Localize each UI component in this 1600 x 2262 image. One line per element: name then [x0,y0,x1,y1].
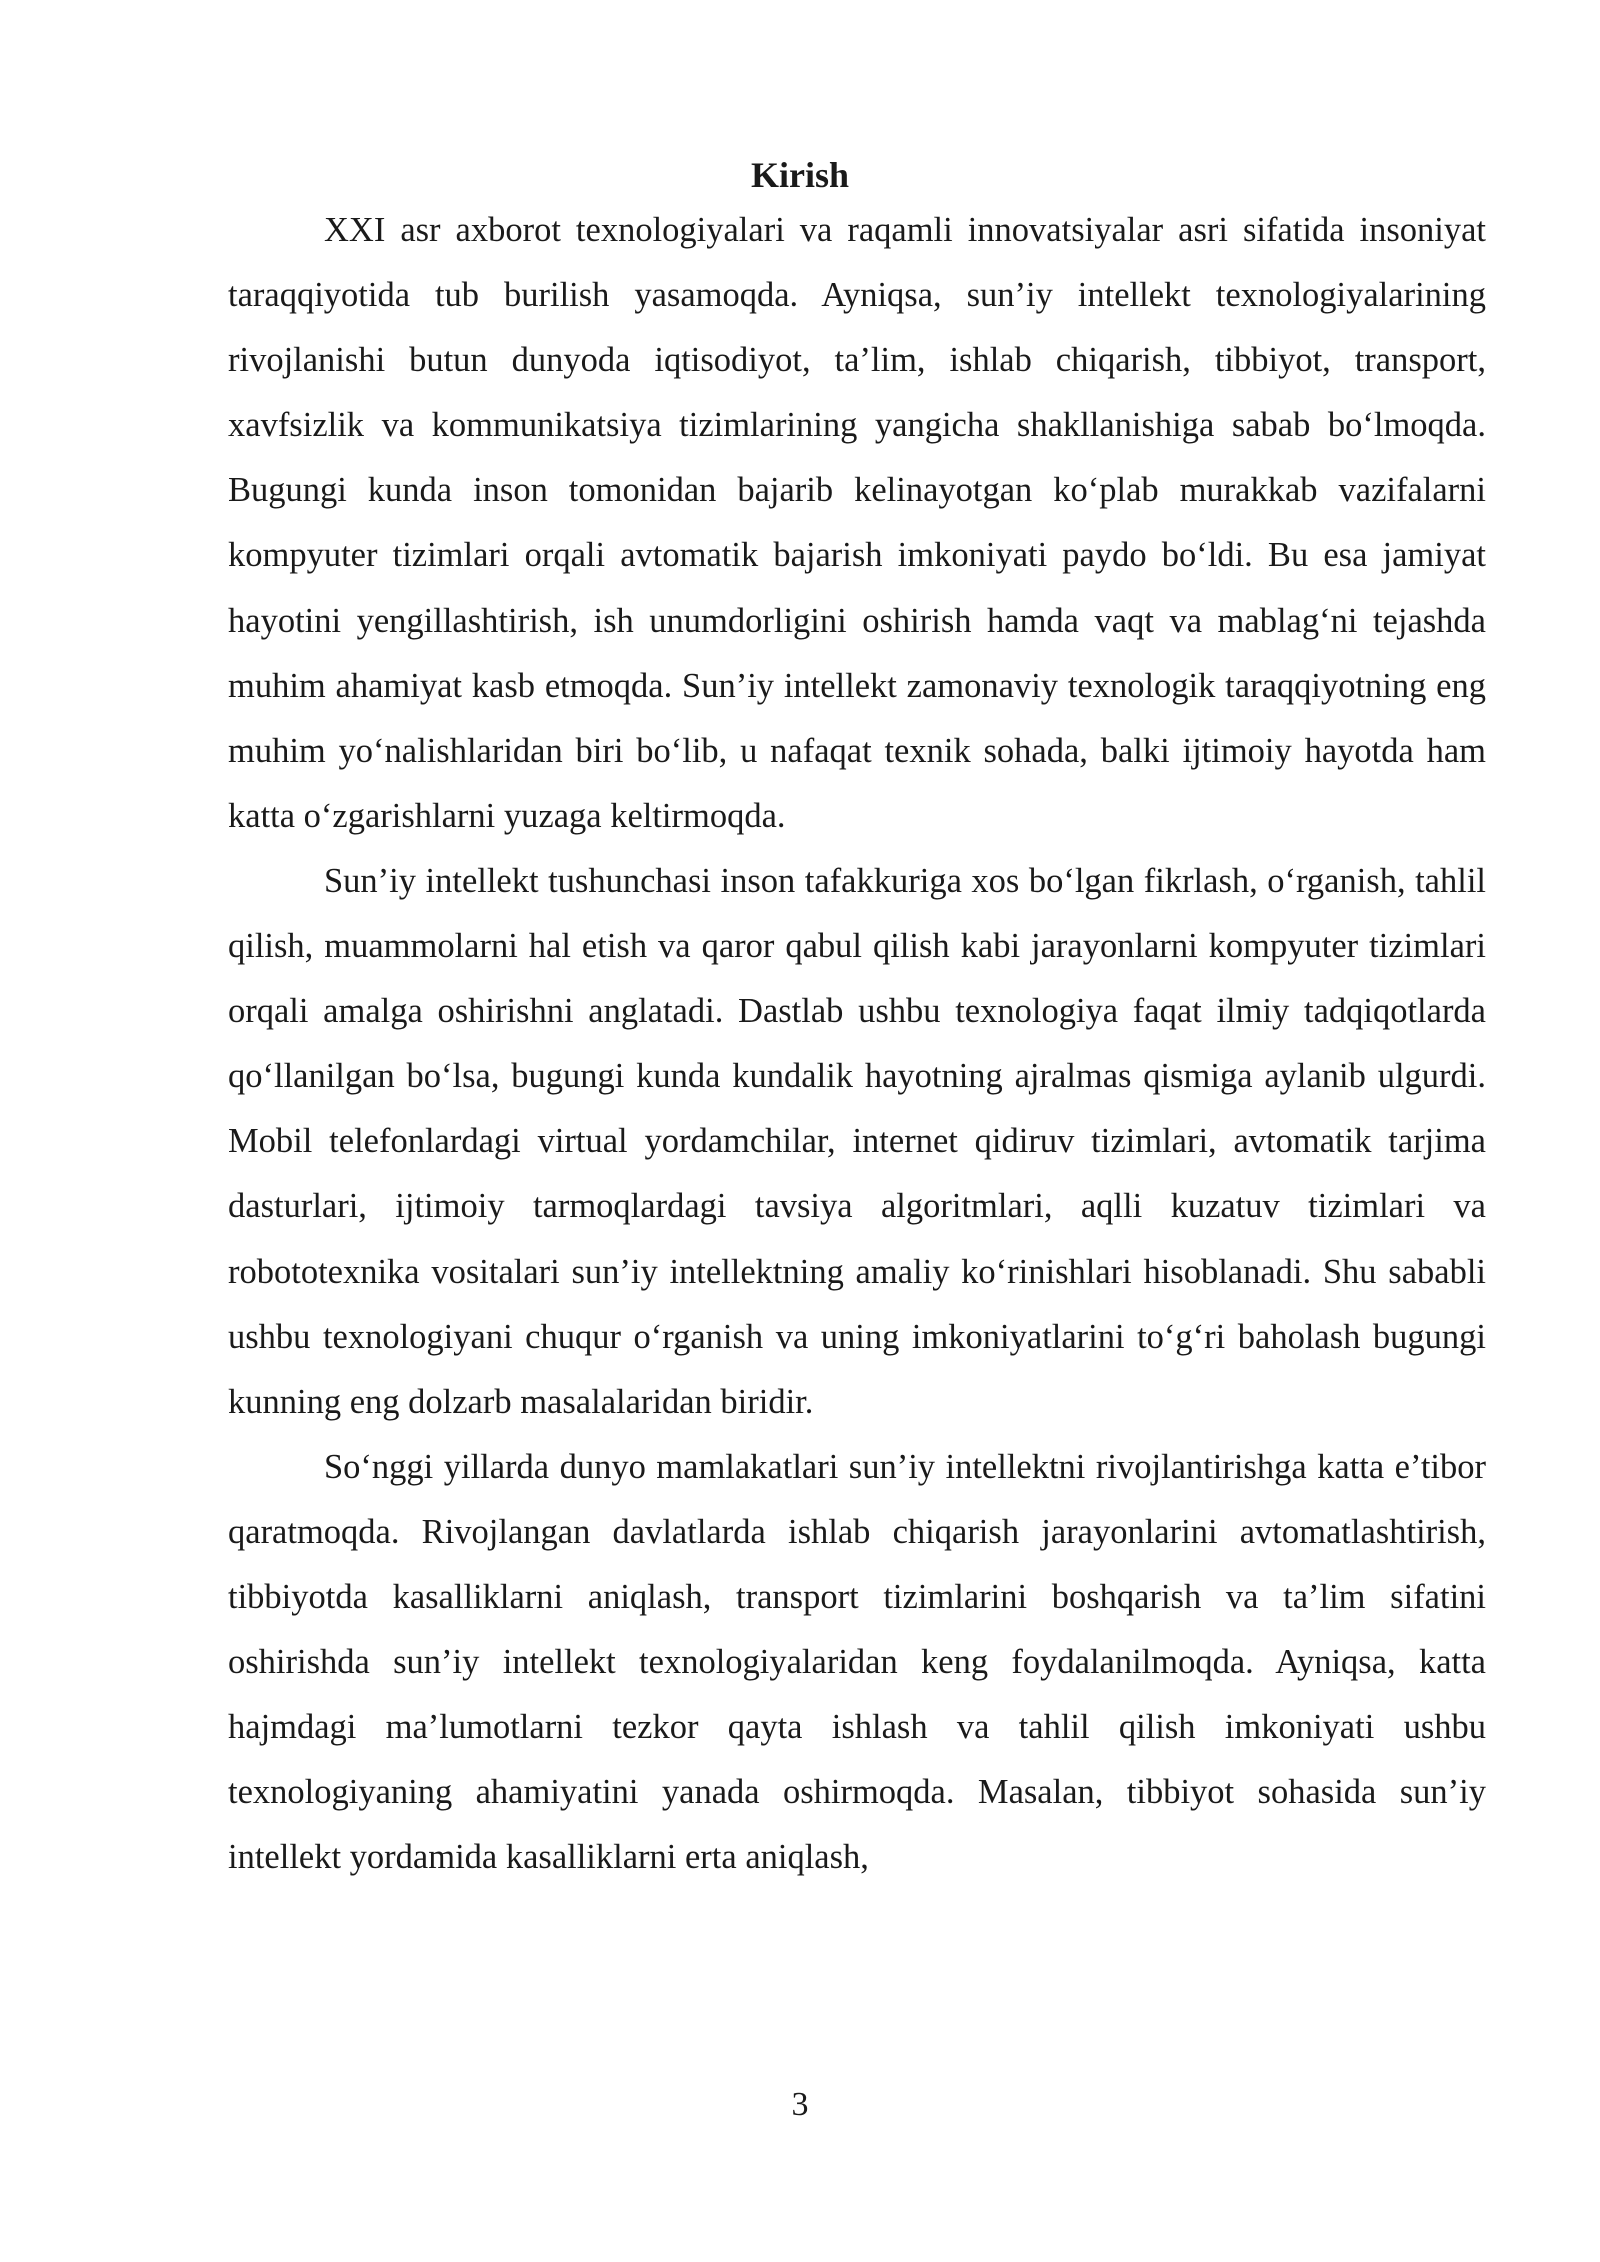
section-title: Kirish [750,155,849,195]
body-text [228,198,1486,1890]
paragraph-2: Sun’iy intellekt tushunchasi inson tafakkuriga xos bo‘lgan fikrlash, o‘rganish, tahlil qilish, muammolarni hal etish va qaror qabul qilish kabi jarayonlarni kompyuter tizimlari orqali amalga oshirishni anglatadi. Dastlab ushbu texnologiya faqat ilmiy tadqiqotlarda qo‘llanilgan bo‘lsa, bugungi kunda kundalik hayotning ajralmas qismiga aylanib ulgurdi. Mobil telefonlardagi virtual yordamchilar, internet qidiruv tizimlari, avtomatik tarjima dasturlari, ijtimoiy tarmoqlardagi tavsiya algoritmlari, aqlli kuzatuv tizimlari va robototexnika vositalari sun’iy intellektning amaliy ko‘rinishlari hisoblanadi. Shu sababli ushbu texnologiyani chuqur o‘rganish va uning imkoniyatlarini to‘g‘ri baholash bugungi kunning eng dolzarb masalalaridan biridir. [228,861,1486,1421]
paragraph-3: So‘nggi yillarda dunyo mamlakatlari sun’iy intellektni rivojlantirishga katta e’tibor qaratmoqda. Rivojlangan davlatlarda ishlab chiqarish jarayonlarini avtomatlashtirish, tibbiyotda kasalliklarni aniqlash, transport tizimlarini boshqarish va ta’lim sifatini oshirishda sun’iy intellekt texnologiyalaridan keng foydalanilmoqda. Ayniqsa, katta hajmdagi ma’lumotlarni tezkor qayta ishlash va tahlil qilish imkoniyati ushbu texnologiyaning ahamiyatini yanada oshirmoqda. Masalan, tibbiyot sohasida sun’iy intellekt yordamida kasalliklarni erta aniqlash, [228,1447,1486,1877]
page-number: 3 [791,2086,809,2123]
paragraph-1: XXI asr axborot texnologiyalari va raqamli innovatsiyalar asri sifatida insoniyat taraqqiyotida tub burilish yasamoqda. Ayniqsa, sun’iy intellekt texnologiyalarining rivojlanishi butun dunyoda iqtisodiyot, ta’lim, ishlab chiqarish, tibbiyot, transport, xavfsizlik va kommunikatsiya tizimlarining yangicha shakllanishiga sabab bo‘lmoqda. Bugungi kunda inson tomonidan bajarib kelinayotgan ko‘plab murakkab vazifalarni kompyuter tizimlari orqali avtomatik bajarish imkoniyati paydo bo‘ldi. Bu esa jamiyat hayotini yengillashtirish, ish unumdorligini oshirish hamda vaqt va mablag‘ni tejashda muhim ahamiyat kasb etmoqda. Sun’iy intellekt zamonaviy texnologik taraqqiyotning eng muhim yo‘nalishlaridan biri bo‘lib, u nafaqat texnik sohada, balki ijtimoiy hayotda ham katta o‘zgarishlarni yuzaga keltirmoqda. [228,211,1486,835]
